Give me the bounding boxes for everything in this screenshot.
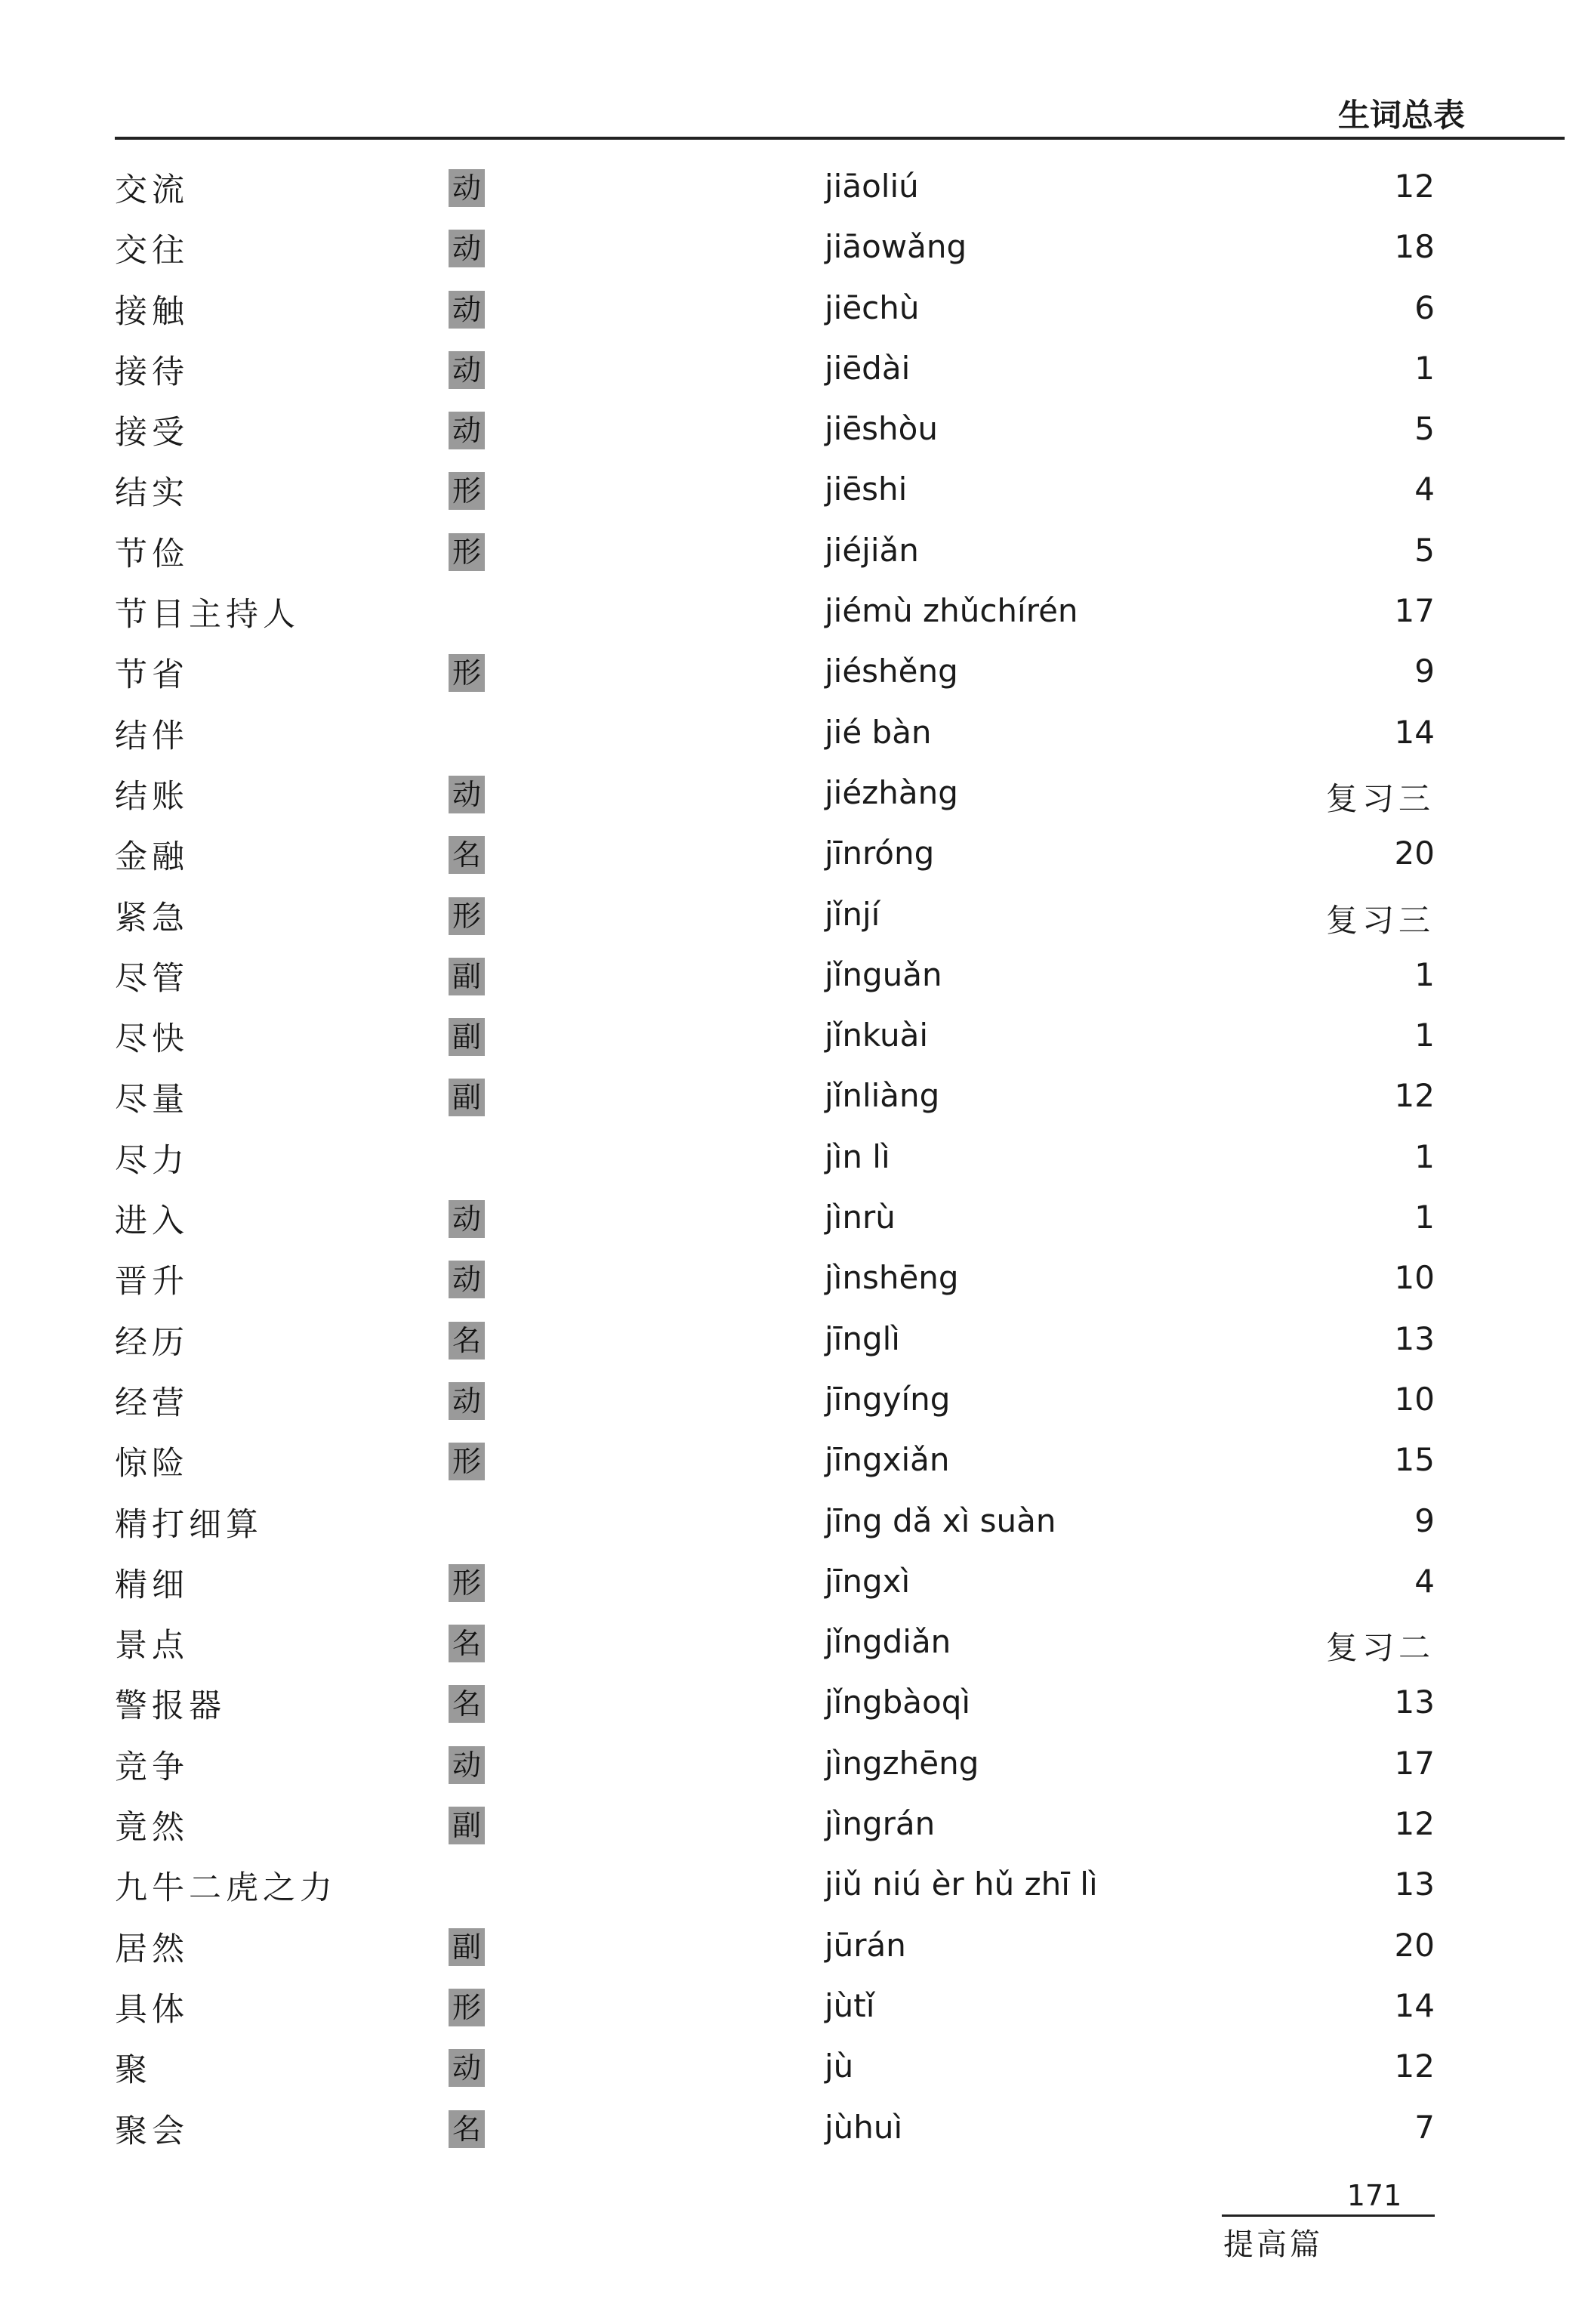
vocab-row [0, 2039, 1585, 2099]
part-of-speech-badge: 形 [449, 533, 485, 571]
lesson-reference: 9 [1414, 653, 1435, 690]
part-of-speech-badge: 名 [449, 1625, 485, 1662]
lesson-reference: 18 [1394, 228, 1435, 266]
lesson-reference: 5 [1414, 531, 1435, 569]
vocab-pinyin: jié bàn [825, 713, 932, 751]
part-of-speech-badge: 副 [449, 1928, 485, 1966]
vocab-word: 竟然 [115, 1809, 189, 1847]
vocab-pinyin: jīngxiǎn [825, 1441, 950, 1479]
part-of-speech-badge: 副 [449, 1018, 485, 1056]
vocab-pinyin: jùtǐ [825, 1986, 875, 2024]
vocab-word: 节俭 [115, 535, 189, 573]
vocab-pinyin: jìn lì [825, 1137, 890, 1175]
lesson-reference: 1 [1414, 1199, 1435, 1236]
vocab-row [0, 341, 1585, 401]
vocab-pinyin: jùhuì [825, 2108, 903, 2146]
lesson-reference: 10 [1394, 1259, 1435, 1297]
part-of-speech-badge: 动 [449, 1746, 485, 1784]
vocab-word: 节省 [115, 656, 189, 695]
vocab-pinyin: jīng dǎ xì suàn [825, 1501, 1056, 1539]
part-of-speech-badge: 形 [449, 1989, 485, 2026]
vocab-pinyin: jiéshěng [825, 653, 958, 690]
part-of-speech-badge: 动 [449, 169, 485, 207]
vocab-pinyin: jūrán [825, 1926, 906, 1964]
vocab-word: 惊险 [115, 1445, 189, 1483]
vocab-pinyin: jù [825, 2048, 854, 2085]
part-of-speech-badge: 动 [449, 291, 485, 329]
vocab-pinyin: jīngxì [825, 1562, 911, 1600]
vocab-pinyin: jìngzhēng [825, 1744, 979, 1782]
part-of-speech-badge: 动 [449, 230, 485, 267]
part-of-speech-badge: 动 [449, 2049, 485, 2087]
vocab-pinyin: jǐngdiǎn [825, 1623, 951, 1661]
page-number: 171 [1346, 2179, 1402, 2212]
part-of-speech-badge: 形 [449, 1443, 485, 1480]
vocab-word: 经营 [115, 1384, 189, 1422]
vocab-row [0, 643, 1585, 704]
part-of-speech-badge: 名 [449, 1322, 485, 1360]
vocab-pinyin: jiémù zhǔchírén [825, 592, 1078, 630]
vocab-row [0, 1432, 1585, 1492]
vocab-word: 尽快 [115, 1020, 189, 1059]
vocab-word: 精细 [115, 1566, 189, 1604]
vocab-pinyin: jiāowǎng [825, 228, 967, 266]
lesson-reference: 1 [1414, 349, 1435, 387]
lesson-reference: 17 [1394, 592, 1435, 630]
part-of-speech-badge: 动 [449, 1382, 485, 1420]
vocab-row [0, 1796, 1585, 1856]
vocab-row [0, 1129, 1585, 1190]
vocab-row [0, 2100, 1585, 2160]
vocab-pinyin: jìngrán [825, 1805, 936, 1843]
vocab-pinyin: jīnróng [825, 835, 935, 872]
vocab-pinyin: jiézhàng [825, 773, 958, 811]
vocab-row [0, 159, 1585, 219]
vocab-row [0, 1978, 1585, 2039]
vocab-row [0, 1250, 1585, 1310]
lesson-reference: 复习二 [1325, 1629, 1435, 1667]
vocab-word: 接触 [115, 292, 189, 331]
vocab-pinyin: jìnshēng [825, 1259, 959, 1297]
part-of-speech-badge: 动 [449, 412, 485, 449]
lesson-reference: 20 [1394, 835, 1435, 872]
part-of-speech-badge: 动 [449, 351, 485, 389]
vocab-word: 聚 [115, 2051, 152, 2090]
lesson-reference: 17 [1394, 1744, 1435, 1782]
lesson-reference: 14 [1394, 713, 1435, 751]
part-of-speech-badge: 副 [449, 958, 485, 995]
book-title: 提高篇 [1223, 2227, 1323, 2262]
vocab-word: 尽力 [115, 1141, 189, 1180]
lesson-reference: 4 [1414, 1562, 1435, 1600]
vocab-word: 九牛二虎之力 [115, 1869, 337, 1908]
vocab-word: 接受 [115, 414, 189, 452]
vocab-word: 竞争 [115, 1748, 189, 1786]
vocab-pinyin: jiāoliú [825, 168, 919, 205]
vocab-word: 具体 [115, 1990, 189, 2029]
vocab-word: 接待 [115, 353, 189, 391]
lesson-reference: 4 [1414, 471, 1435, 508]
vocab-word: 聚会 [115, 2112, 189, 2150]
vocab-row [0, 461, 1585, 522]
header-divider [115, 137, 1565, 140]
lesson-reference: 1 [1414, 955, 1435, 993]
vocab-word: 居然 [115, 1930, 189, 1968]
part-of-speech-badge: 动 [449, 1200, 485, 1238]
lesson-reference: 10 [1394, 1380, 1435, 1418]
lesson-reference: 复习三 [1325, 901, 1435, 939]
lesson-reference: 12 [1394, 1805, 1435, 1843]
lesson-reference: 1 [1414, 1137, 1435, 1175]
part-of-speech-badge: 名 [449, 2110, 485, 2148]
vocab-word: 结实 [115, 474, 189, 513]
vocab-row [0, 219, 1585, 279]
vocab-pinyin: jìnrù [825, 1199, 896, 1236]
lesson-reference: 7 [1414, 2108, 1435, 2146]
vocab-row [0, 1493, 1585, 1554]
lesson-reference: 复习三 [1325, 779, 1435, 817]
vocab-row [0, 826, 1585, 886]
part-of-speech-badge: 形 [449, 654, 485, 692]
vocab-row [0, 1918, 1585, 1978]
lesson-reference: 13 [1394, 1319, 1435, 1357]
lesson-reference: 6 [1414, 289, 1435, 326]
vocab-pinyin: jǐngbàoqì [825, 1684, 971, 1721]
vocab-word: 结账 [115, 777, 189, 816]
vocab-row [0, 583, 1585, 643]
vocab-row [0, 705, 1585, 765]
part-of-speech-badge: 形 [449, 1564, 485, 1602]
vocab-row [0, 1190, 1585, 1250]
vocab-pinyin: jǐnkuài [825, 1017, 929, 1054]
vocab-row [0, 401, 1585, 461]
vocab-row [0, 765, 1585, 826]
vocab-pinyin: jiēchù [825, 289, 920, 326]
vocab-word: 警报器 [115, 1687, 226, 1726]
vocab-word: 景点 [115, 1627, 189, 1665]
vocab-word: 进入 [115, 1202, 189, 1241]
vocab-pinyin: jiēshi [825, 471, 908, 508]
vocab-row [0, 1736, 1585, 1796]
part-of-speech-badge: 名 [449, 1685, 485, 1723]
vocab-word: 尽量 [115, 1081, 189, 1119]
part-of-speech-badge: 名 [449, 836, 485, 874]
lesson-reference: 12 [1394, 168, 1435, 205]
vocab-word: 节目主持人 [115, 596, 300, 634]
vocab-word: 紧急 [115, 899, 189, 937]
part-of-speech-badge: 动 [449, 1261, 485, 1298]
vocab-row [0, 1614, 1585, 1674]
lesson-reference: 9 [1414, 1501, 1435, 1539]
footer-divider [1222, 2214, 1435, 2217]
vocab-word: 结伴 [115, 717, 189, 755]
vocab-pinyin: jīnglì [825, 1319, 900, 1357]
vocab-pinyin: jǐnjí [825, 895, 880, 933]
lesson-reference: 15 [1394, 1441, 1435, 1479]
vocab-row [0, 280, 1585, 341]
vocab-pinyin: jǐnliàng [825, 1077, 940, 1115]
vocab-word: 精打细算 [115, 1505, 263, 1544]
lesson-reference: 13 [1394, 1866, 1435, 1903]
vocab-word: 交流 [115, 171, 189, 209]
lesson-reference: 20 [1394, 1926, 1435, 1964]
lesson-reference: 14 [1394, 1986, 1435, 2024]
vocab-row [0, 1554, 1585, 1614]
vocab-row [0, 1674, 1585, 1735]
vocab-pinyin: jiēshòu [825, 410, 938, 448]
vocab-word: 晋升 [115, 1263, 189, 1301]
part-of-speech-badge: 形 [449, 897, 485, 935]
lesson-reference: 12 [1394, 1077, 1435, 1115]
vocab-row [0, 1068, 1585, 1128]
vocab-word: 经历 [115, 1323, 189, 1362]
vocab-pinyin: jǐnguǎn [825, 955, 942, 993]
vocab-row [0, 523, 1585, 583]
part-of-speech-badge: 副 [449, 1079, 485, 1116]
lesson-reference: 5 [1414, 410, 1435, 448]
vocab-pinyin: jīngyíng [825, 1380, 951, 1418]
vocab-row [0, 1008, 1585, 1068]
vocab-pinyin: jiǔ niú èr hǔ zhī lì [825, 1866, 1098, 1903]
part-of-speech-badge: 副 [449, 1807, 485, 1844]
vocab-row [0, 947, 1585, 1008]
vocab-word: 金融 [115, 838, 189, 877]
vocab-row [0, 1856, 1585, 1917]
vocab-word: 尽管 [115, 959, 189, 998]
vocabulary-list [0, 159, 1585, 2160]
lesson-reference: 1 [1414, 1017, 1435, 1054]
lesson-reference: 13 [1394, 1684, 1435, 1721]
vocab-row [0, 1372, 1585, 1432]
lesson-reference: 12 [1394, 2048, 1435, 2085]
vocab-row [0, 887, 1585, 947]
page-header-title: 生词总表 [1337, 97, 1465, 134]
vocab-word: 交往 [115, 232, 189, 270]
vocab-row [0, 1311, 1585, 1372]
vocab-pinyin: jiēdài [825, 349, 911, 387]
vocab-pinyin: jiéjiǎn [825, 531, 919, 569]
part-of-speech-badge: 形 [449, 472, 485, 510]
part-of-speech-badge: 动 [449, 776, 485, 813]
